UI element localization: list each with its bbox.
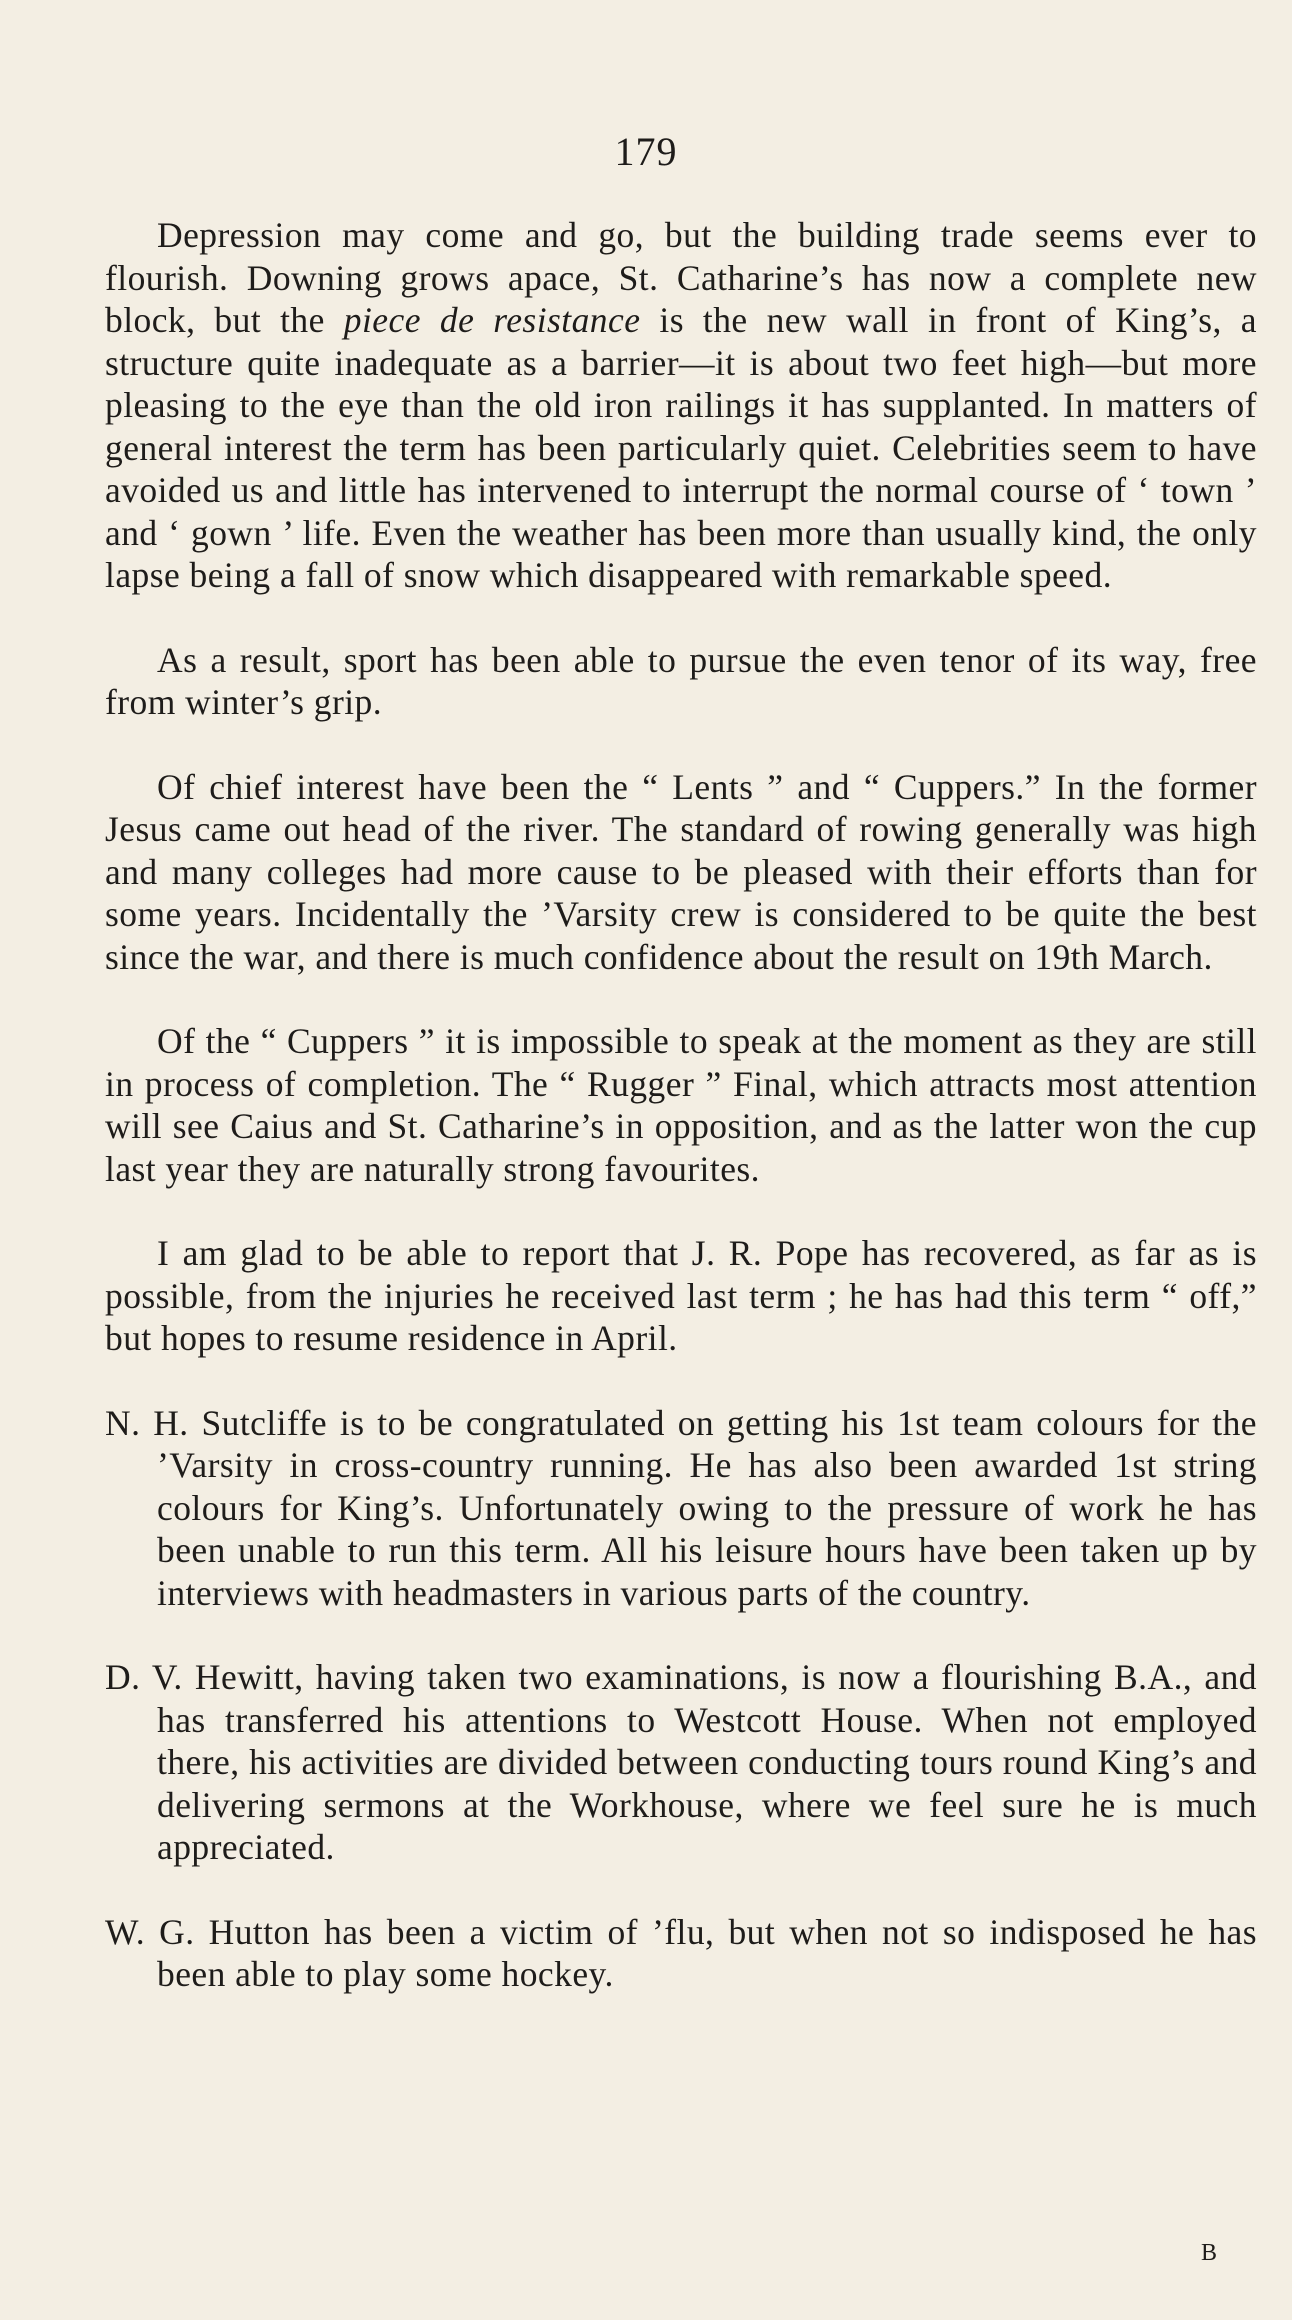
paragraph-building-trade bbox=[105, 214, 1257, 597]
paragraph-lents-cuppers: Of chief interest have been the “ Lents ” and “ Cuppers.” In the former Jesus came out head of the river. The standard of rowing generally was high and many colleges had more cause to be pleased with their efforts than for some years. Incidentally the ’Varsity crew is considered to be quite the best since the war, and there is much confidence about the result on 19th March. bbox=[105, 766, 1257, 977]
paragraph-cuppers-rugger: Of the “ Cuppers ” it is impossible to speak at the moment as they are still in process of completion. The “ Rugger ” Final, which attracts most attention will see Caius and St. Catharine’s in opposition, and as the latter won the cup last year they are naturally strong favourites. bbox=[105, 1021, 1257, 1189]
paragraph-text: Depression may come and go, but the building trade seems ever to flourish. Downing grows apace, St. Catharine’s has now a complete new block, but the bbox=[105, 215, 1257, 340]
paragraph-hutton: W. G. Hutton has been a victim of ’flu, but when not so indisposed he has been able to play some hockey. bbox=[105, 1911, 1257, 1994]
paragraph-sutcliffe: N. H. Sutcliffe is to be congratulated on getting his 1st team colours for the ’Varsity in cross-country running. He has also been awarded 1st string colours for King’s. Unfortunately owing to the pressure of work he has been unable to run this term. All his leisure hours have been taken up by interviews with headmasters in various parts of the country. bbox=[105, 1402, 1257, 1613]
page-number: 179 bbox=[614, 129, 678, 174]
paragraph-sport: As a result, sport has been able to pursue the even tenor of its way, free from winter’s grip. bbox=[105, 639, 1257, 722]
paragraph-pope: I am glad to be able to report that J. R. Pope has recovered, as far as is possible, from the injuries he received last term ; he has had this term “ off,” but hopes to resume residence in April. bbox=[105, 1233, 1257, 1358]
article-body bbox=[105, 214, 1257, 2038]
paragraph-hewitt: D. V. Hewitt, having taken two examinations, is now a flourishing B.A., and has transferred his attentions to Westcott House. When not employed there, his activities are divided between conducting tours round King’s and delivering sermons at the Workhouse, where we feel sure he is much appreciated. bbox=[105, 1657, 1257, 1867]
signature-mark: B bbox=[1200, 2240, 1217, 2266]
paragraph-text: is the new wall in front of King’s, a structure quite inadequate as a barrier—it is about two feet high—but more pleasing to the eye than the old iron railings it has supplanted. In matters of general interest the term has been particularly quiet. Celebrities seem to have avoided us and little has intervened to interrupt the normal course of ‘ town ’ and ‘ gown ’ life. Even the weather has been more than usually kind, the only lapse being a fall of snow which disappeared with remarkable speed. bbox=[105, 300, 1257, 595]
italic-phrase: piece de resistance bbox=[343, 300, 641, 340]
